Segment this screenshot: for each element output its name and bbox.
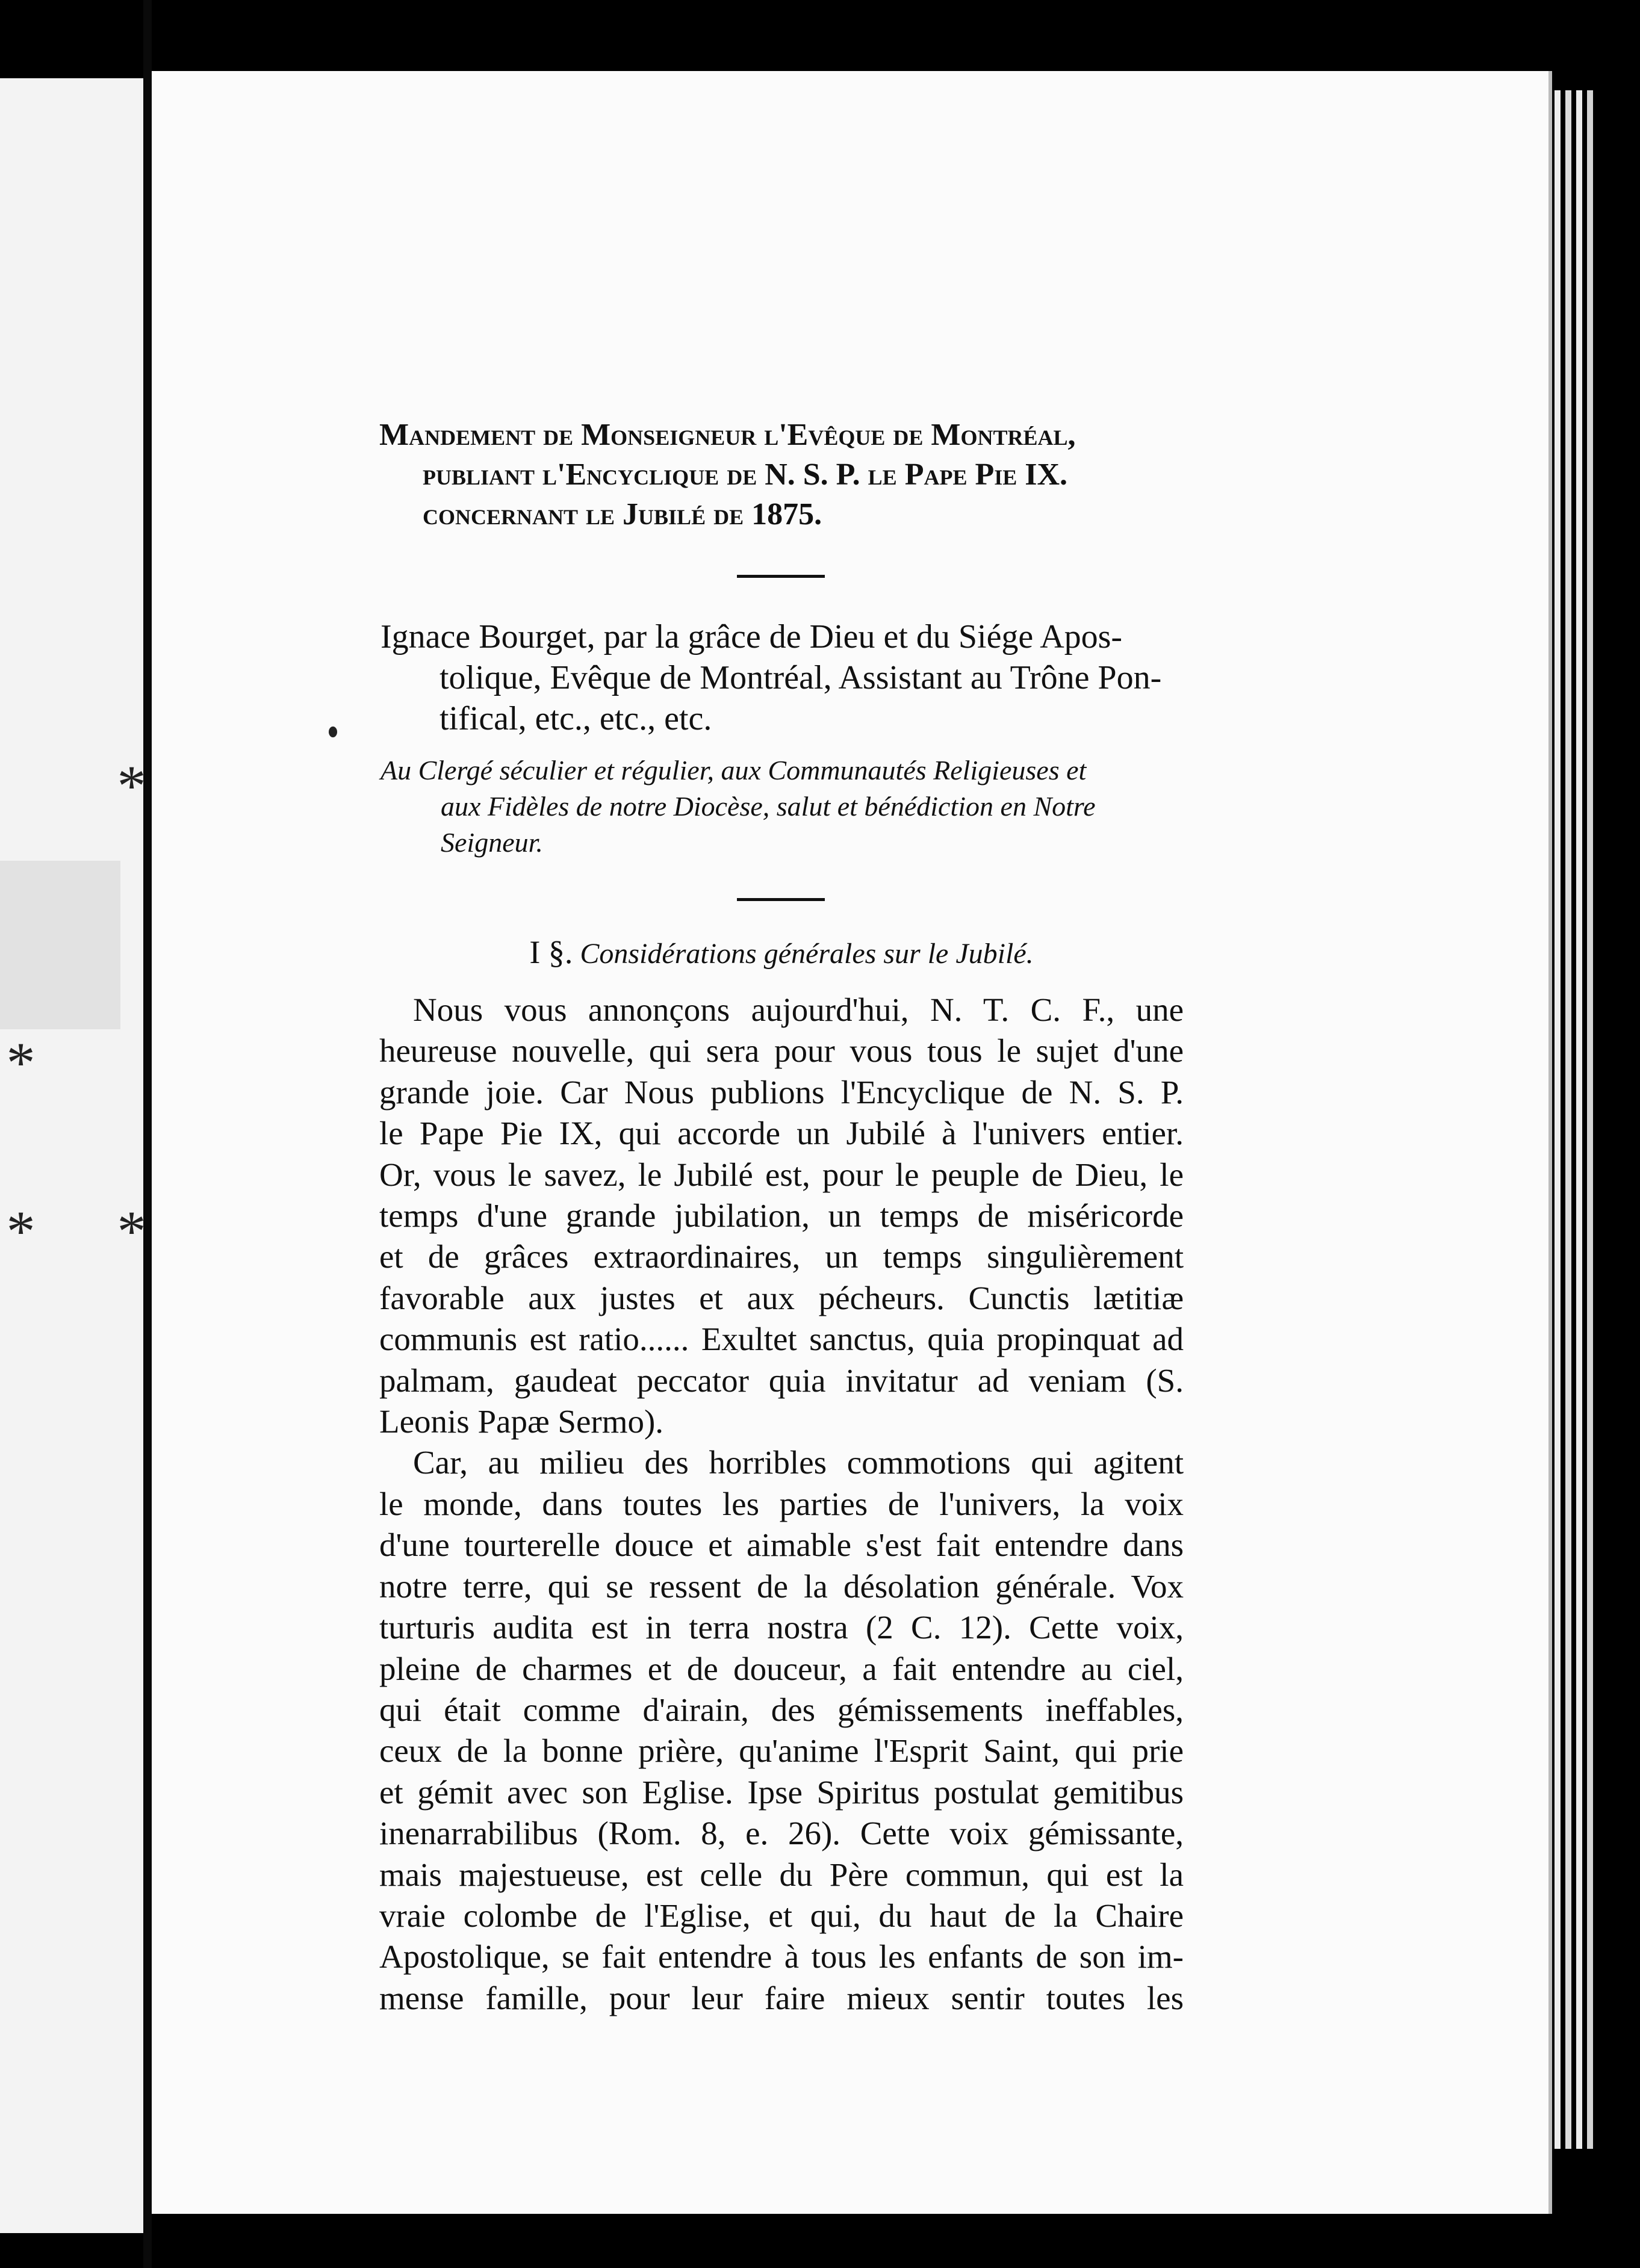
page-edge — [1587, 90, 1593, 2149]
body-line: temps d'une grande jubilation, un temps de miséricorde — [379, 1197, 1184, 1235]
section-number: I §. — [529, 934, 573, 970]
body-line: communis est ratio...... Exultet sanctus, quia propinquat ad — [379, 1321, 1184, 1358]
title-line: publiant l'Encyclique de N. S. P. le Pape Pie IX. — [423, 457, 1068, 492]
address-line: Au Clergé séculier et régulier, aux Communautés Religieuses et — [380, 755, 1087, 785]
body-line: pleine de charmes et de douceur, a fait entendre au ciel, — [379, 1650, 1184, 1687]
address-paragraph — [380, 752, 1182, 861]
author-line: tifical, etc., etc., etc. — [440, 700, 712, 737]
title-line: concernant le Jubilé de 1875. — [423, 497, 822, 531]
body-line: le Pape Pie IX, qui accorde un Jubilé à l'univers entier. — [379, 1115, 1184, 1152]
previous-page-mark: * — [114, 1199, 143, 1263]
body-line: Car, au milieu des horribles commotions qui agitent — [413, 1444, 1184, 1481]
body-line: palmam, gaudeat peccator quia invitatur ad veniam (S. — [379, 1362, 1184, 1399]
body-line: grande joie. Car Nous publions l'Encyclique de N. S. P. — [379, 1073, 1184, 1111]
previous-page-strip — [0, 78, 143, 2233]
body-text — [379, 990, 1184, 2019]
ink-spot — [329, 727, 337, 737]
section-title: Considérations générales sur le Jubilé. — [580, 938, 1034, 970]
previous-page-mark: * — [4, 1199, 33, 1263]
address-line: Seigneur. — [441, 827, 543, 858]
body-line: d'une tourterelle douce et aimable s'est fait entendre dans — [379, 1526, 1184, 1564]
section-rule — [737, 575, 825, 578]
page-edge — [1555, 90, 1561, 2149]
body-line: Apostolique, se fait entendre à tous les enfants de son im- — [379, 1938, 1184, 1975]
body-line: mense famille, pour leur faire mieux sentir toutes les — [379, 1979, 1184, 2016]
title-line: Mandement de Monseigneur l'Evêque de Montréal, — [379, 418, 1076, 452]
body-line: mais majestueuse, est celle du Père commun, qui est la — [379, 1856, 1184, 1893]
body-line: favorable aux justes et aux pécheurs. Cunctis lætitiæ — [379, 1279, 1184, 1316]
document-title — [379, 415, 1186, 534]
body-line: heureuse nouvelle, qui sera pour vous tous le sujet d'une — [379, 1032, 1184, 1070]
body-line: Or, vous le savez, le Jubilé est, pour le peuple de Dieu, le — [379, 1156, 1184, 1193]
body-line: le monde, dans toutes les parties de l'univers, la voix — [379, 1485, 1184, 1522]
body-line: Nous vous annonçons aujourd'hui, N. T. C. F., une — [413, 991, 1184, 1028]
page-edge — [1565, 90, 1571, 2149]
section-rule — [737, 898, 825, 901]
address-line: aux Fidèles de notre Diocèse, salut et bénédiction en Notre — [441, 791, 1096, 822]
body-line: ceux de la bonne prière, qu'anime l'Esprit Saint, qui prie — [379, 1732, 1184, 1770]
body-line: et de grâces extraordinaires, un temps singulièrement — [379, 1238, 1184, 1275]
previous-page-mark: * — [114, 754, 143, 818]
body-line: notre terre, qui se ressent de la désolation générale. Vox — [379, 1567, 1184, 1605]
body-line: inenarrabilibus (Rom. 8, e. 26). Cette voix gémissante, — [379, 1815, 1184, 1852]
previous-page-mark: * — [4, 1030, 33, 1095]
section-heading — [380, 933, 1182, 973]
body-line: Leonis Papæ Sermo). — [379, 1403, 664, 1440]
author-line: tolique, Evêque de Montréal, Assistant au Trône Pon- — [440, 659, 1162, 696]
page-edge — [1576, 90, 1582, 2149]
body-line: qui était comme d'airain, des gémissements ineffables, — [379, 1691, 1184, 1728]
book-binding — [143, 0, 152, 2268]
author-line: Ignace Bourget, par la grâce de Dieu et du Siége Apos- — [380, 618, 1123, 655]
body-line: et gémit avec son Eglise. Ipse Spiritus postulat gemitibus — [379, 1773, 1184, 1811]
previous-page-shade — [0, 861, 120, 1029]
body-line: vraie colombe de l'Eglise, et qui, du haut de la Chaire — [379, 1897, 1184, 1934]
author-paragraph — [380, 616, 1182, 739]
body-line: turturis audita est in terra nostra (2 C. 12). Cette voix, — [379, 1609, 1184, 1646]
